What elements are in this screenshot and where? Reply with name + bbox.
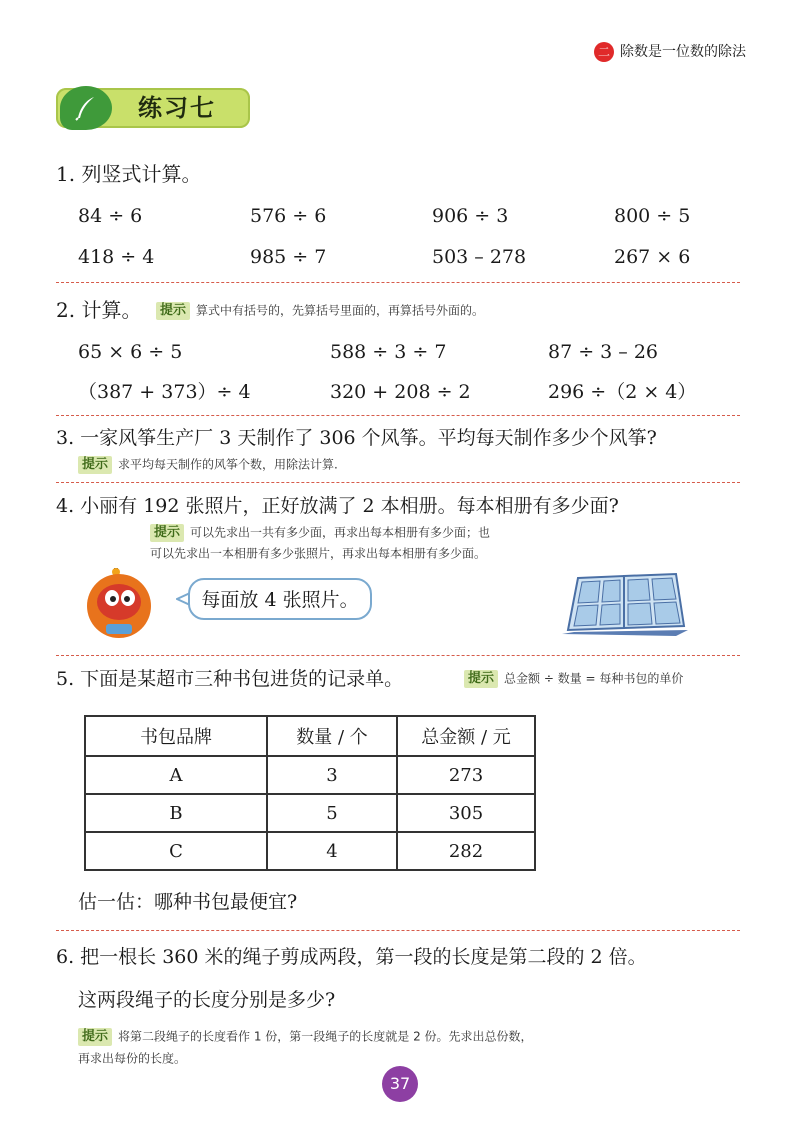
q1-expr: 267 × 6 bbox=[614, 246, 691, 268]
table-row bbox=[85, 832, 535, 870]
photo-album-icon bbox=[560, 570, 690, 642]
q6-line2: 这两段绳子的长度分别是多少? bbox=[78, 989, 336, 1011]
q2-expr: 320 + 208 ÷ 2 bbox=[330, 381, 471, 403]
tip-text: 总金额 ÷ 数量 = 每种书包的单价 bbox=[504, 671, 684, 686]
tip-label: 提示 bbox=[78, 456, 112, 474]
tip-label: 提示 bbox=[464, 670, 498, 688]
chapter-title: 除数是一位数的除法 bbox=[620, 44, 746, 60]
q1-expr: 576 ÷ 6 bbox=[250, 205, 327, 227]
q2-expr: 87 ÷ 3 – 26 bbox=[548, 341, 659, 363]
table-header-row bbox=[85, 716, 535, 756]
table-cell: C bbox=[85, 832, 267, 870]
table-header: 总金额 / 元 bbox=[397, 716, 535, 756]
q5-tip bbox=[464, 668, 683, 689]
speech-bubble: 每面放 4 张照片。 bbox=[188, 578, 372, 620]
tip-label: 提示 bbox=[156, 302, 190, 320]
record-table bbox=[84, 715, 536, 871]
tip-label: 提示 bbox=[150, 524, 184, 542]
tip-text: 可以先求出一本相册有多少张照片，再求出每本相册有多少面。 bbox=[150, 546, 487, 561]
q2-expr: 65 × 6 ÷ 5 bbox=[78, 341, 183, 363]
q6-tip-line2 bbox=[78, 1048, 186, 1069]
q4-title: 4. 小丽有 192 张照片，正好放满了 2 本相册。每本相册有多少面? bbox=[56, 495, 619, 517]
q1-expr: 84 ÷ 6 bbox=[78, 205, 143, 227]
chapter-number-badge: 二 bbox=[594, 42, 614, 62]
table-cell: 4 bbox=[267, 832, 397, 870]
divider bbox=[56, 282, 740, 283]
divider bbox=[56, 655, 740, 656]
divider bbox=[56, 930, 740, 931]
q6-line1: 6. 把一根长 360 米的绳子剪成两段，第一段的长度是第二段的 2 倍。 bbox=[56, 946, 647, 968]
table-header: 数量 / 个 bbox=[267, 716, 397, 756]
q3-title: 3. 一家风筝生产厂 3 天制作了 306 个风筝。平均每天制作多少个风筝? bbox=[56, 427, 657, 449]
q5-question: 估一估：哪种书包最便宜? bbox=[78, 891, 298, 913]
q5-title: 5. 下面是某超市三种书包进货的记录单。 bbox=[56, 668, 404, 690]
table-row bbox=[85, 756, 535, 794]
table-cell: 305 bbox=[397, 794, 535, 832]
robot-mascot-icon bbox=[84, 568, 154, 640]
q4-tip-line1 bbox=[150, 522, 490, 543]
q1-expr: 906 ÷ 3 bbox=[432, 205, 509, 227]
leaf-pen-icon bbox=[60, 86, 112, 130]
tip-text: 算式中有括号的，先算括号里面的，再算括号外面的。 bbox=[196, 303, 485, 318]
q1-expr: 800 ÷ 5 bbox=[614, 205, 691, 227]
q2-expr: 588 ÷ 3 ÷ 7 bbox=[330, 341, 447, 363]
q3-tip bbox=[78, 454, 338, 475]
table-header: 书包品牌 bbox=[85, 716, 267, 756]
q2-title: 2. 计算。 bbox=[56, 298, 142, 322]
q1-expr: 418 ÷ 4 bbox=[78, 246, 155, 268]
q2-tip bbox=[156, 300, 484, 321]
tip-text: 将第二段绳子的长度看作 1 份，第一段绳子的长度就是 2 份。先求出总份数， bbox=[118, 1029, 533, 1044]
page-number: 37 bbox=[382, 1066, 418, 1102]
tip-text: 再求出每份的长度。 bbox=[78, 1051, 187, 1066]
q4-tip-line2 bbox=[150, 543, 486, 564]
table-row bbox=[85, 794, 535, 832]
section-title: 练习七 bbox=[138, 94, 216, 122]
q1-title: 1. 列竖式计算。 bbox=[56, 162, 202, 186]
table-cell: 282 bbox=[397, 832, 535, 870]
table-cell: 273 bbox=[397, 756, 535, 794]
q1-expr: 503 – 278 bbox=[432, 246, 527, 268]
q6-tip-line1 bbox=[78, 1026, 533, 1047]
table-cell: A bbox=[85, 756, 267, 794]
tip-text: 可以先求出一共有多少面，再求出每本相册有多少面；也 bbox=[190, 525, 491, 540]
q1-expr: 985 ÷ 7 bbox=[250, 246, 327, 268]
divider bbox=[56, 415, 740, 416]
table-cell: B bbox=[85, 794, 267, 832]
section-title-banner bbox=[56, 86, 250, 130]
divider bbox=[56, 482, 740, 483]
table-cell: 3 bbox=[267, 756, 397, 794]
tip-text: 求平均每天制作的风筝个数，用除法计算. bbox=[118, 457, 338, 472]
q2-expr: （387 + 373）÷ 4 bbox=[78, 381, 251, 403]
table-cell: 5 bbox=[267, 794, 397, 832]
tip-label: 提示 bbox=[78, 1028, 112, 1046]
q2-expr: 296 ÷（2 × 4） bbox=[548, 381, 697, 403]
